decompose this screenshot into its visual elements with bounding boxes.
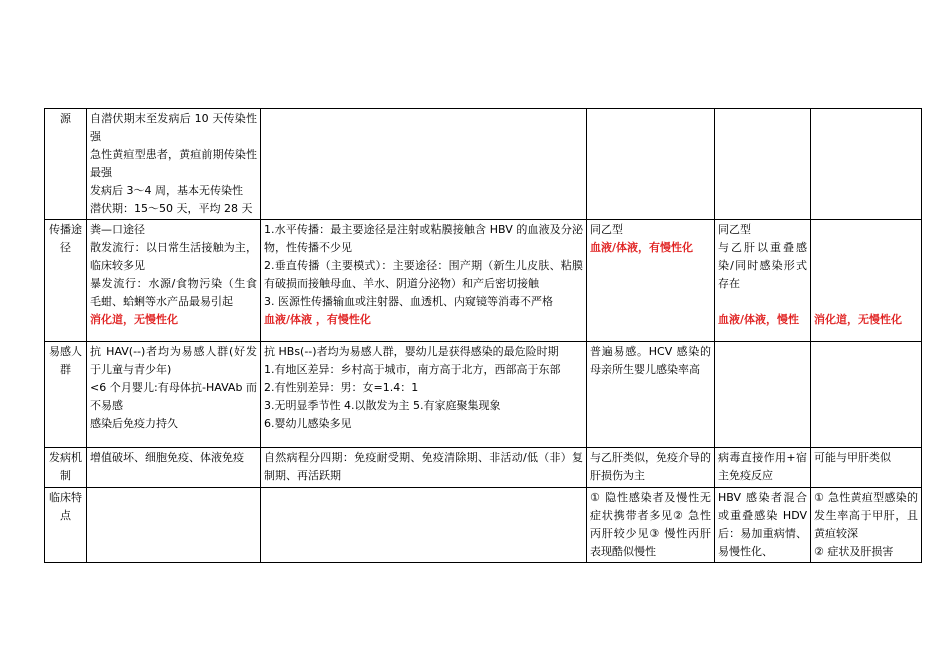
cell-hepatitis-b bbox=[261, 488, 587, 563]
cell-text: HBV 感染者混合或重叠感染 HDV 后：易加重病情、易慢性化、 bbox=[718, 491, 807, 558]
cell-text: 病毒直接作用+宿主免疫反应 bbox=[718, 451, 807, 482]
cell-text bbox=[814, 257, 918, 275]
hepatitis-comparison-table bbox=[44, 108, 922, 563]
cell-hepatitis-e bbox=[811, 220, 922, 342]
cell-text: ② 症状及肝损害 bbox=[814, 545, 894, 558]
cell-hepatitis-a bbox=[87, 448, 261, 488]
cell-hepatitis-c bbox=[587, 220, 715, 342]
cell-text: ① 急性黄疸型感染的发生率高于甲肝，且黄疸较深 bbox=[814, 491, 918, 540]
cell-hepatitis-e bbox=[811, 448, 922, 488]
highlight-text: 血液/体液，有慢性化 bbox=[590, 241, 694, 254]
highlight-text: 血液/体液 ，有慢性化 bbox=[264, 313, 371, 326]
cell-hepatitis-d bbox=[715, 448, 811, 488]
highlight-text: 血液/体液，慢性 bbox=[718, 313, 800, 326]
cell-hepatitis-a bbox=[87, 342, 261, 448]
cell-hepatitis-c bbox=[587, 109, 715, 220]
cell-text: 同乙型 bbox=[590, 223, 623, 236]
cell-hepatitis-d bbox=[715, 220, 811, 342]
cell-hepatitis-e bbox=[811, 109, 922, 220]
cell-text: 3.无明显季节性 4.以散发为主 5.有家庭聚集现象 bbox=[264, 399, 501, 412]
cell-text: 1.水平传播：最主要途径是注射或粘膜接触含 HBV 的血液及分泌物，性传播不少见 bbox=[264, 223, 583, 254]
table-row bbox=[45, 448, 922, 488]
cell-text: <6 个月婴儿:有母体抗-HAVAb 而不易感 bbox=[90, 381, 257, 412]
table-body bbox=[45, 109, 922, 563]
cell-hepatitis-c bbox=[587, 488, 715, 563]
cell-hepatitis-a bbox=[87, 488, 261, 563]
cell-text: 3. 医源性传播输血或注射器、血透机、内窥镜等消毒不严格 bbox=[264, 295, 553, 308]
cell-hepatitis-d bbox=[715, 109, 811, 220]
table-row bbox=[45, 342, 922, 448]
cell-hepatitis-d bbox=[715, 488, 811, 563]
cell-text: 与乙肝类似，免疫介导的肝损伤为主 bbox=[590, 451, 711, 482]
row-header: 发病机制 bbox=[45, 448, 87, 488]
cell-text: 可能与甲肝类似 bbox=[814, 451, 891, 464]
cell-text: 1.有地区差异：乡村高于城市，南方高于北方，西部高于东部 bbox=[264, 363, 561, 376]
hepatitis-comparison-table-wrap bbox=[44, 108, 922, 563]
cell-text: 抗 HBs(--)者均为易感人群，婴幼儿是获得感染的最危险时期 bbox=[264, 345, 559, 358]
cell-text: 潜伏期：15～50 天，平均 28 天 bbox=[90, 202, 253, 215]
cell-text: 2.垂直传播（主要模式）：主要途径：围产期（新生儿皮肤、粘膜有破损而接触母血、羊水、阴道分泌物）和产后密切接触 bbox=[264, 259, 583, 290]
row-header: 易感人群 bbox=[45, 342, 87, 448]
cell-text: 自然病程分四期：免疫耐受期、免疫清除期、非活动/低（非）复制期、再活跃期 bbox=[264, 451, 583, 482]
cell-hepatitis-b bbox=[261, 448, 587, 488]
cell-text: 增值破坏、细胞免疫、体液免疫 bbox=[90, 451, 244, 464]
table-row bbox=[45, 488, 922, 563]
cell-text: 抗 HAV(--)者均为易感人群(好发于儿童与青少年) bbox=[90, 345, 257, 376]
cell-text: 2.有性别差异：男：女=1.4：1 bbox=[264, 381, 419, 394]
cell-hepatitis-b bbox=[261, 109, 587, 220]
row-header: 源 bbox=[45, 109, 87, 220]
cell-text: 普遍易感。HCV 感染的母亲所生婴儿感染率高 bbox=[590, 345, 711, 376]
cell-text: 自潜伏期末至发病后 10 天传染性强 bbox=[90, 112, 257, 143]
cell-text: 暴发流行：水源/食物污染（生食毛蚶、蛤蜊等水产品最易引起 bbox=[90, 277, 257, 308]
cell-hepatitis-a bbox=[87, 109, 261, 220]
cell-text bbox=[718, 293, 807, 311]
cell-text bbox=[814, 293, 918, 311]
cell-text: 散发流行：以日常生活接触为主，临床较多见 bbox=[90, 241, 257, 272]
cell-hepatitis-b bbox=[261, 342, 587, 448]
cell-hepatitis-d bbox=[715, 342, 811, 448]
cell-text: 同乙型 bbox=[718, 223, 751, 236]
table-row bbox=[45, 220, 922, 342]
cell-hepatitis-e bbox=[811, 342, 922, 448]
row-header: 临床特点 bbox=[45, 488, 87, 563]
cell-hepatitis-e bbox=[811, 488, 922, 563]
cell-hepatitis-b bbox=[261, 220, 587, 342]
cell-text: 粪—口途径 bbox=[90, 223, 145, 236]
cell-text bbox=[814, 221, 918, 239]
cell-text: 感染后免疫力持久 bbox=[90, 417, 178, 430]
table-row bbox=[45, 109, 922, 220]
row-header: 传播途径 bbox=[45, 220, 87, 342]
highlight-text: 消化道，无慢性化 bbox=[90, 313, 178, 326]
cell-text: 6.婴幼儿感染多见 bbox=[264, 417, 352, 430]
cell-text bbox=[814, 239, 918, 257]
cell-hepatitis-a bbox=[87, 220, 261, 342]
cell-text: 发病后 3～4 周，基本无传染性 bbox=[90, 184, 243, 197]
cell-hepatitis-c bbox=[587, 342, 715, 448]
cell-text: 与乙肝以重叠感染/同时感染形式存在 bbox=[718, 241, 807, 290]
cell-text: 急性黄疸型患者，黄疸前期传染性最强 bbox=[90, 148, 257, 179]
cell-text bbox=[814, 275, 918, 293]
highlight-text: 消化道，无慢性化 bbox=[814, 313, 902, 326]
cell-text: ① 隐性感染者及慢性无症状携带者多见② 急性丙肝较少见③ 慢性丙肝表现酷似慢性 bbox=[590, 491, 711, 558]
cell-hepatitis-c bbox=[587, 448, 715, 488]
